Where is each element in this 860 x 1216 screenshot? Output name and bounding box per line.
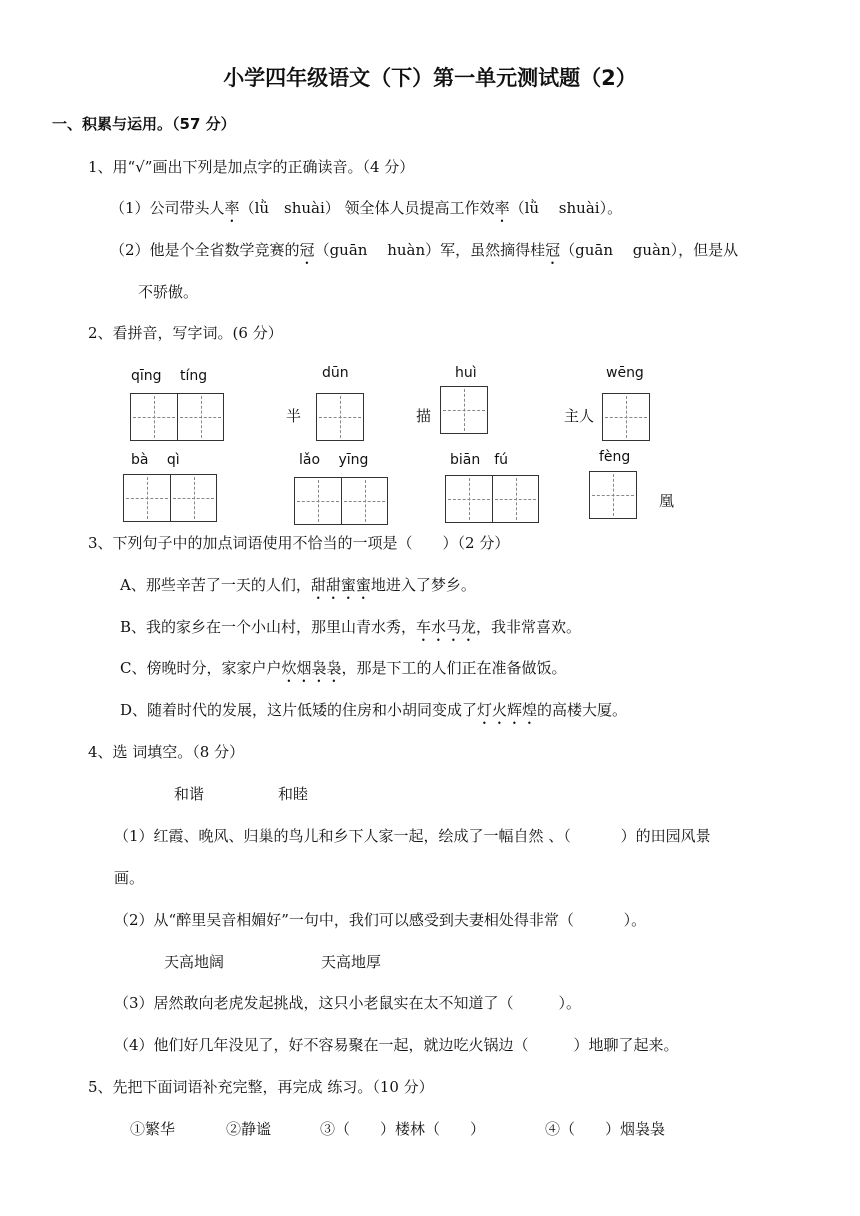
- word-choice: 天高地阔: [164, 953, 225, 971]
- writing-box[interactable]: [445, 475, 539, 523]
- q4-sentence-1: （1）红霞、晚风、归巢的鸟儿和乡下人家一起，绘成了一幅自然 、（ ）的田园风景: [114, 827, 711, 845]
- word-prefix: 主人: [564, 407, 595, 425]
- writing-box[interactable]: [589, 471, 637, 519]
- q1-item2: （2）他是个全省数学竞赛的冠（guān huàn）军，虽然摘得桂冠（guān guàn），但是从: [110, 241, 739, 259]
- q4-sentence-4: （4）他们好几年没见了，好不容易聚在一起，就边吃火锅边（ ）地聊了起来。: [114, 1036, 679, 1054]
- writing-box[interactable]: [316, 393, 364, 441]
- section-heading: 一、积累与运用。（57 分）: [52, 115, 236, 133]
- word-choice: 和睦: [278, 785, 309, 803]
- q3-option-d[interactable]: D、随着时代的发展，这片低矮的住房和小胡同变成了灯火辉煌的高楼大厦。: [120, 701, 628, 719]
- q1-item1: （1）公司带头人率（lǜ shuài） 领全体人员提高工作效率（lǜ shuài）。: [110, 199, 623, 217]
- word-choice: 和谐: [174, 785, 205, 803]
- writing-box[interactable]: [294, 477, 388, 525]
- pinyin-label: qīng tíng: [131, 368, 208, 384]
- q3-option-a[interactable]: A、那些辛苦了一天的人们，甜甜蜜蜜地进入了梦乡。: [120, 576, 476, 594]
- q4-sentence-3: （3）居然敢向老虎发起挑战，这只小老鼠实在太不知道了（ ）。: [114, 994, 582, 1012]
- writing-box[interactable]: [130, 393, 224, 441]
- q5-item: ④（ ）烟袅袅: [545, 1120, 666, 1138]
- pinyin-label: wēng: [606, 365, 644, 381]
- word-prefix: 描: [416, 407, 432, 425]
- writing-box[interactable]: [602, 393, 650, 441]
- q5-item: ③（ ）楼林（ ）: [320, 1120, 486, 1138]
- pinyin-label: fèng: [599, 449, 631, 465]
- q4-sentence-1-cont: 画。: [114, 869, 145, 887]
- word-suffix: 凰: [659, 492, 675, 510]
- q4-heading: 4、选 词填空。（8 分）: [88, 743, 245, 761]
- pinyin-label: huì: [455, 365, 477, 381]
- q4-sentence-2: （2）从“醉里吴音相媚好”一句中，我们可以感受到夫妻相处得非常（ ）。: [114, 911, 647, 929]
- q5-item: ①繁华: [130, 1120, 176, 1138]
- q3-heading: 3、下列句子中的加点词语使用不恰当的一项是（ ）（2 分）: [88, 534, 510, 552]
- writing-box[interactable]: [123, 474, 217, 522]
- pinyin-label: bà qì: [131, 452, 180, 468]
- page-title: 小学四年级语文（下）第一单元测试题（2）: [223, 66, 637, 90]
- word-choice: 天高地厚: [321, 953, 382, 971]
- q2-heading: 2、看拼音，写字词。(6 分）: [88, 324, 283, 342]
- pinyin-label: biān fú: [450, 452, 509, 468]
- pinyin-label: lǎo yīng: [299, 452, 369, 468]
- pinyin-label: dūn: [322, 365, 349, 381]
- word-prefix: 半: [286, 407, 302, 425]
- q3-option-b[interactable]: B、我的家乡在一个小山村，那里山青水秀，车水马龙，我非常喜欢。: [120, 618, 582, 636]
- q3-option-c[interactable]: C、傍晚时分，家家户户炊烟袅袅，那是下工的人们正在准备做饭。: [120, 659, 567, 677]
- q1-item2-cont: 不骄傲。: [138, 283, 199, 301]
- q5-item: ②静谧: [226, 1120, 272, 1138]
- q1-heading: 1、用“√”画出下列是加点字的正确读音。（4 分）: [88, 158, 415, 176]
- writing-box[interactable]: [440, 386, 488, 434]
- q5-heading: 5、先把下面词语补充完整，再完成 练习。（10 分）: [88, 1078, 434, 1096]
